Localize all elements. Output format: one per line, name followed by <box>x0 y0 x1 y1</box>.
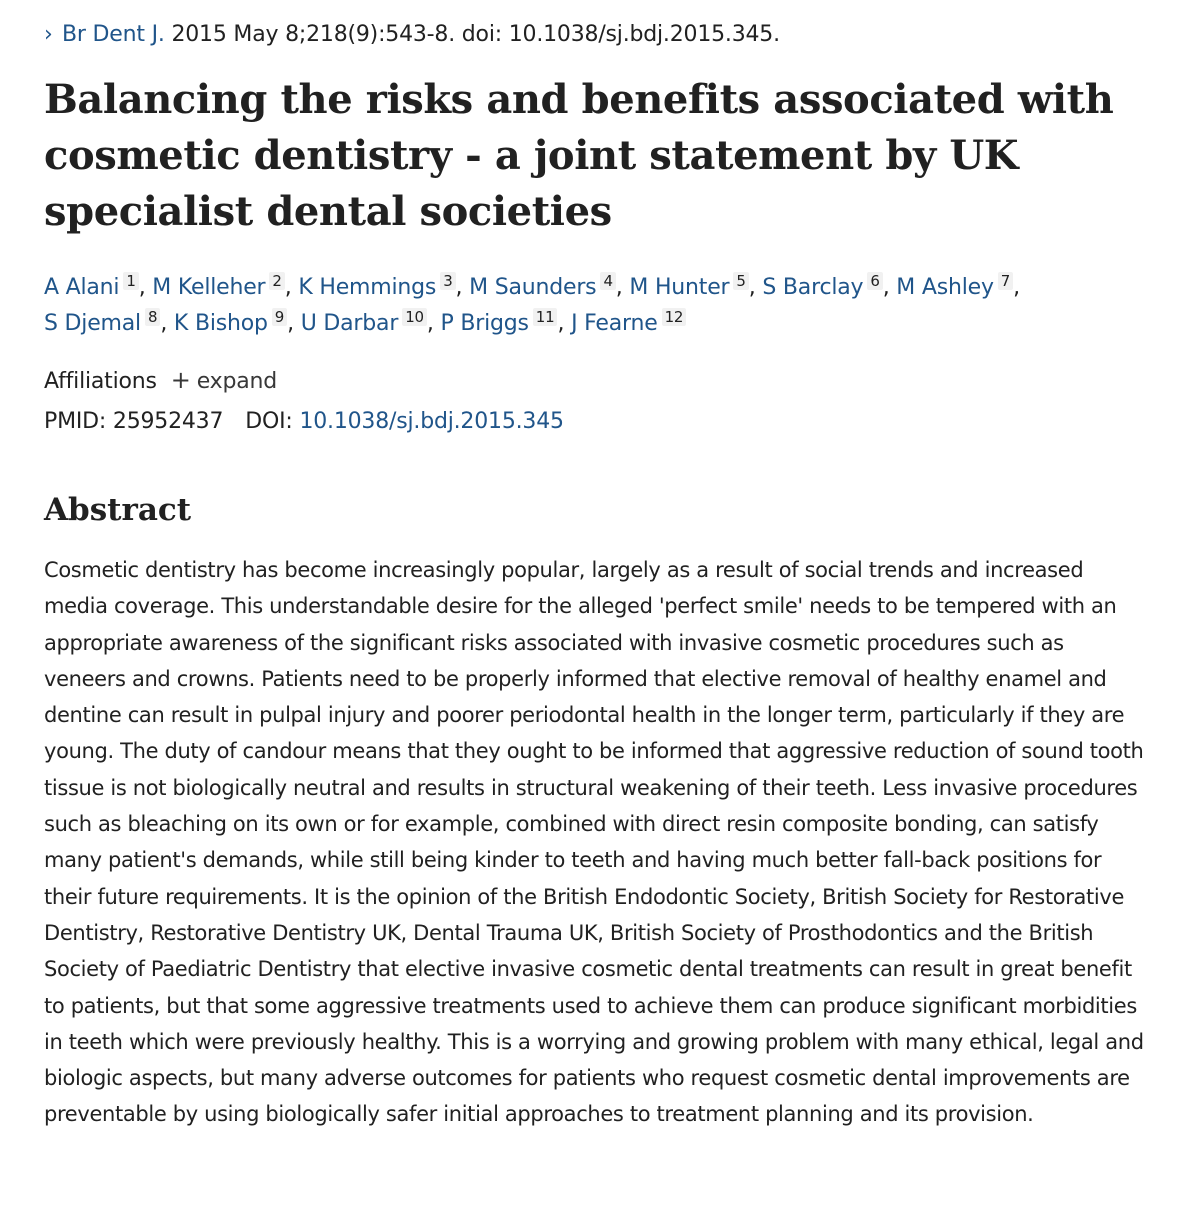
affiliation-number[interactable]: 10 <box>402 308 427 326</box>
journal-link[interactable]: Br Dent J. <box>62 22 165 47</box>
affiliation-number[interactable]: 12 <box>662 308 687 326</box>
article-title: Balancing the risks and benefits associated with cosmetic dentistry - a joint statement by UK specialist dental societies <box>44 76 1114 235</box>
affiliation-number[interactable]: 3 <box>440 272 455 290</box>
affiliation-number[interactable]: 2 <box>269 272 284 290</box>
affiliation-number[interactable]: 6 <box>867 272 882 290</box>
author-link[interactable]: S Djemal <box>44 311 141 336</box>
author-link[interactable]: M Ashley <box>896 275 994 300</box>
citation-details: 2015 May 8;218(9):543-8. doi: 10.1038/sj.bdj.2015.345. <box>164 22 780 47</box>
doi-label: DOI: <box>245 409 300 434</box>
authors-list: A Alani 1 , M Kelleher 2 , K Hemmings 3 , M Saunders 4 , M Hunter 5 , S Barclay 6 , M Ashley 7 , S Djemal 8 , K Bishop 9 , U Darbar 10 , P Briggs 11 , J Fearne 12 <box>44 272 1020 336</box>
author-link[interactable]: U Darbar <box>300 311 399 336</box>
author-link[interactable]: K Hemmings <box>298 275 437 300</box>
affiliation-number[interactable]: 9 <box>272 308 287 326</box>
author-link[interactable]: M Kelleher <box>152 275 266 300</box>
affiliation-number[interactable]: 7 <box>998 272 1013 290</box>
affiliations-label: Affiliations <box>44 369 157 394</box>
pmid-label: PMID: <box>44 409 113 434</box>
identifiers-row <box>44 404 1154 440</box>
doi-link[interactable]: 10.1038/sj.bdj.2015.345 <box>299 409 564 434</box>
author-link[interactable]: M Saunders <box>469 275 597 300</box>
author-link[interactable]: P Briggs <box>440 311 529 336</box>
chevron-right-icon[interactable]: › <box>44 22 53 47</box>
affiliations-expand-button[interactable] <box>170 366 278 394</box>
author-link[interactable]: A Alani <box>44 275 120 300</box>
author-link[interactable]: J Fearne <box>571 311 658 336</box>
abstract-heading: Abstract <box>44 492 192 528</box>
affiliation-number[interactable]: 4 <box>600 272 615 290</box>
affiliations-row <box>44 362 1154 400</box>
affiliation-number[interactable]: 11 <box>533 308 558 326</box>
expand-label: expand <box>196 369 278 394</box>
author-link[interactable]: M Hunter <box>629 275 730 300</box>
author-link[interactable]: K Bishop <box>173 311 268 336</box>
plus-icon: + <box>170 366 191 394</box>
article-page <box>44 18 1154 1133</box>
pmid-value: 25952437 <box>112 409 224 434</box>
abstract-text: Cosmetic dentistry has become increasingly popular, largely as a result of social trends and increased media coverage. This understandable desire for the alleged 'perfect smile' needs to be tempered with an appropriate awareness of the significant risks associated with invasive cosmetic procedures such as veneers and crowns. Patients need to be properly informed that elective removal of healthy enamel and dentine can result in pulpal injury and poorer periodontal health in the longer term, particularly if they are young. The duty of candour means that they ought to be informed that aggressive reduction of sound tooth tissue is not biologically neutral and results in structural weakening of their teeth. Less invasive procedures such as bleaching on its own or for example, combined with direct resin composite bonding, can satisfy many patient's demands, while still being kinder to teeth and having much better fall-back positions for their future requirements. It is the opinion of the British Endodontic Society, British Society for Restorative Dentistry, Restorative Dentistry UK, Dental Trauma UK, British Society of Prosthodontics and the British Society of Paediatric Dentistry that elective invasive cosmetic dental treatments can result in great benefit to patients, but that some aggressive treatments used to achieve them can produce significant morbidities in teeth which were previously healthy. This is a worrying and growing problem with many ethical, legal and biologic aspects, but many adverse outcomes for patients who request cosmetic dental improvements are preventable by using biologically safer initial approaches to treatment planning and its provision. <box>44 558 1144 1127</box>
affiliation-number[interactable]: 1 <box>123 272 138 290</box>
affiliation-number[interactable]: 8 <box>145 308 160 326</box>
affiliation-number[interactable]: 5 <box>733 272 748 290</box>
citation-line <box>44 18 1154 52</box>
author-link[interactable]: S Barclay <box>762 275 864 300</box>
